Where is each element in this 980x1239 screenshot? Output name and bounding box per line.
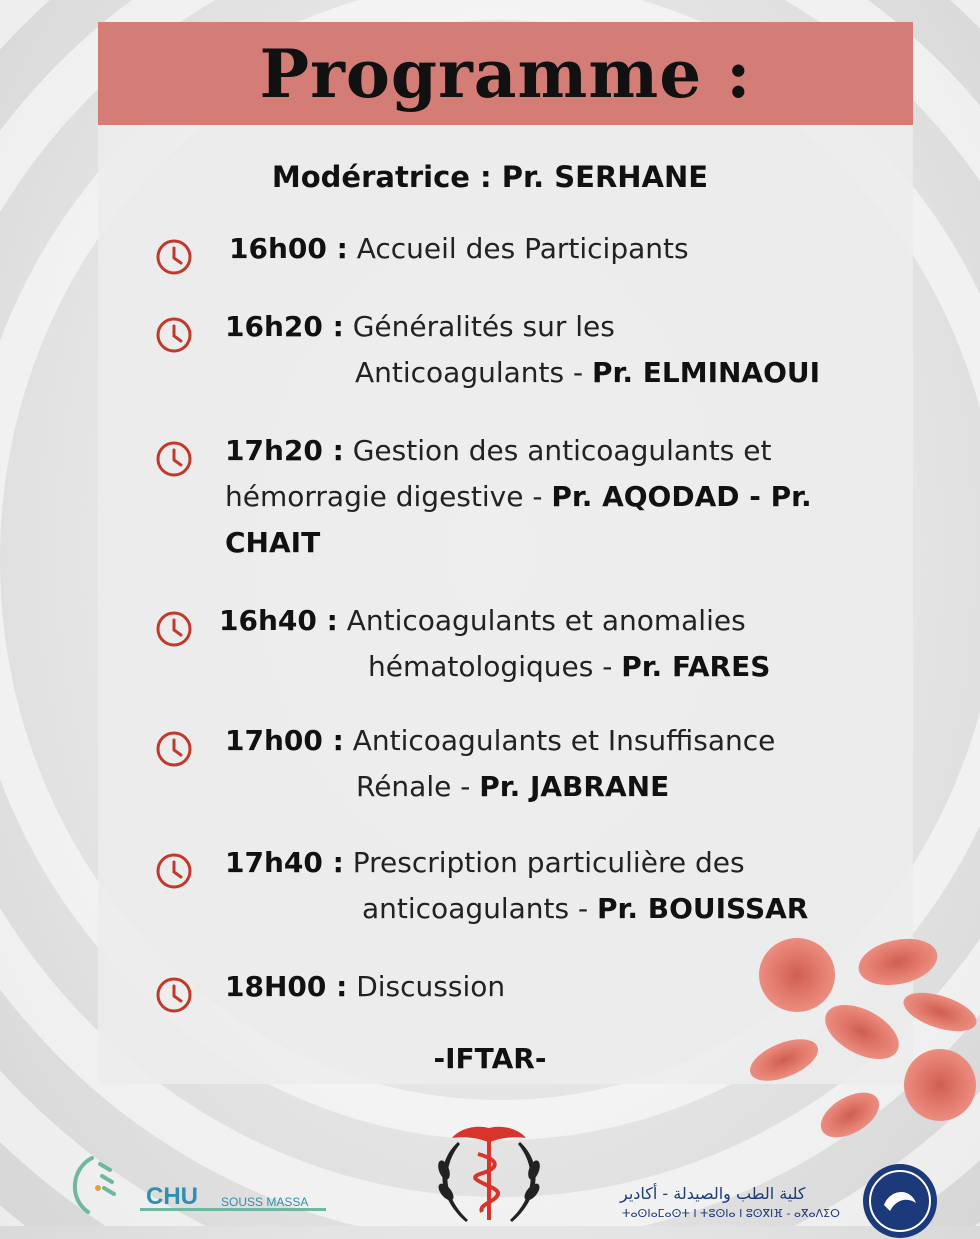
closing-iftar: -IFTAR- xyxy=(433,1042,547,1075)
faculty-name-tifinagh: ⵜⴰⵙⵏⴰⵎⴰⵙⵜ ⵏ ⵜⵓⵙⵏⴰ ⵏ ⵓⵙⴳⵏⴼ - ⴰⴳⴰⴷⵉⵔ xyxy=(622,1207,840,1220)
moderator-line: Modératrice : Pr. SERHANE xyxy=(271,160,709,194)
schedule-line xyxy=(219,604,746,637)
schedule-line xyxy=(356,770,669,803)
schedule-line xyxy=(229,232,689,265)
schedule-topic: Prescription particulière des xyxy=(343,846,745,879)
schedule-time: 18H00 : xyxy=(225,970,348,1003)
schedule-topic: hémorragie digestive - xyxy=(225,480,552,513)
schedule-speaker: Pr. BOUISSAR xyxy=(597,892,809,925)
university-seal-icon xyxy=(862,1163,938,1239)
schedule-speaker: Pr. FARES xyxy=(621,650,771,683)
page-title: Programme : xyxy=(259,34,752,113)
faculty-name-arabic: كلية الطب والصيدلة - أكادير xyxy=(620,1184,806,1203)
schedule-time: 16h00 : xyxy=(229,232,348,265)
clock-icon xyxy=(155,730,193,768)
clock-icon xyxy=(155,316,193,354)
schedule-time: 16h40 : xyxy=(219,604,338,637)
schedule-line xyxy=(355,356,820,389)
schedule-line xyxy=(368,650,770,683)
red-blood-cell-icon xyxy=(740,920,980,1140)
schedule-topic: hématologiques - xyxy=(368,650,622,683)
schedule-topic: Discussion xyxy=(347,970,506,1003)
chu-region: SOUSS MASSA xyxy=(221,1195,309,1209)
schedule-topic: Gestion des anticoagulants et xyxy=(343,434,772,467)
title-banner xyxy=(98,22,913,125)
schedule-time: 17h00 : xyxy=(225,724,344,757)
schedule-speaker: Pr. AQODAD - Pr. xyxy=(551,480,812,513)
schedule-speaker: Pr. JABRANE xyxy=(479,770,670,803)
caduceus-icon xyxy=(418,1122,560,1226)
schedule-line xyxy=(225,724,775,757)
schedule-topic: Accueil des Participants xyxy=(347,232,689,265)
schedule-time: 16h20 : xyxy=(225,310,344,343)
schedule-line xyxy=(225,526,320,559)
schedule-topic: Anticoagulants et anomalies xyxy=(337,604,746,637)
clock-icon xyxy=(155,238,193,276)
schedule-topic: Anticoagulants et Insuffisance xyxy=(343,724,776,757)
schedule-line xyxy=(225,970,505,1003)
chu-name: CHU xyxy=(146,1183,198,1210)
schedule-time: 17h20 : xyxy=(225,434,344,467)
schedule-line xyxy=(225,434,771,467)
schedule-line xyxy=(225,480,812,513)
schedule-topic: Rénale - xyxy=(356,770,480,803)
schedule-topic: Anticoagulants - xyxy=(355,356,593,389)
schedule-speaker: Pr. ELMINAOUI xyxy=(592,356,821,389)
schedule-line xyxy=(225,310,615,343)
schedule-topic: anticoagulants - xyxy=(362,892,598,925)
schedule-speaker: CHAIT xyxy=(225,526,321,559)
clock-icon xyxy=(155,610,193,648)
schedule-time: 17h40 : xyxy=(225,846,344,879)
clock-icon xyxy=(155,440,193,478)
clock-icon xyxy=(155,852,193,890)
schedule-line xyxy=(225,846,745,879)
schedule-topic: Généralités sur les xyxy=(343,310,615,343)
clock-icon xyxy=(155,976,193,1014)
